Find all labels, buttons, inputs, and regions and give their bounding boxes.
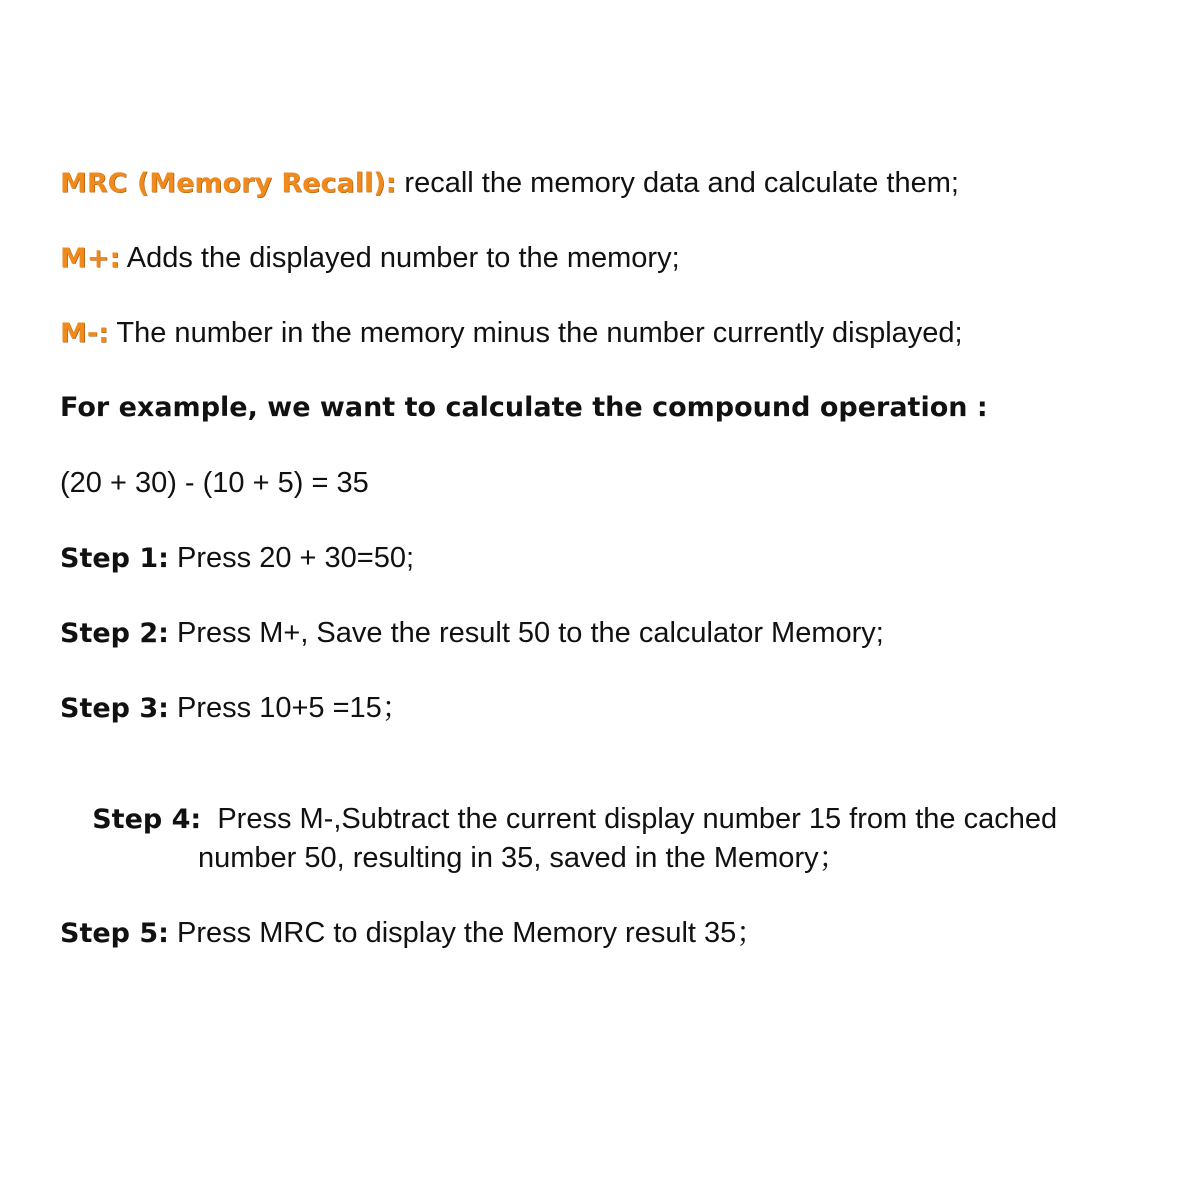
step-label-3: Step 3: [60,693,169,724]
definition-key-mrc: MRC (Memory Recall): [60,168,397,199]
example-heading: For example, we want to calculate the compound operation : [60,392,988,423]
definition-mrc [60,165,959,202]
step-1 [60,540,414,577]
step-5 [60,915,765,952]
step-text-3: Press 10+5 =15； [168,692,411,724]
step-label-1: Step 1: [60,543,169,574]
step-2 [60,615,884,652]
step-text-5: Press MRC to display the Memory result 35； [168,917,766,949]
step-text-4: Press M-,Subtract the current display number 15 from the cached [201,803,1058,835]
step-label-4: Step 4: [92,804,202,835]
definition-text-m-plus: Adds the displayed number to the memory; [120,242,680,274]
step-text-1: Press 20 + 30=50; [168,542,415,574]
step-text-2: Press M+, Save the result 50 to the calculator Memory; [168,617,884,649]
definition-text-mrc: recall the memory data and calculate them; [396,167,959,199]
definition-key-m-minus: M-: [60,318,109,349]
definition-key-m-plus: M+: [60,243,121,274]
step-label-2: Step 2: [60,618,169,649]
definition-m-plus [60,240,680,277]
step-3 [60,690,411,727]
definition-m-minus [60,315,963,352]
step-4-continuation: number 50, resulting in 35, saved in the Memory； [198,842,848,874]
step-label-5: Step 5: [60,918,169,949]
definition-text-m-minus: The number in the memory minus the number currently displayed; [108,317,963,349]
example-expression: (20 + 30) - (10 + 5) = 35 [60,467,369,499]
